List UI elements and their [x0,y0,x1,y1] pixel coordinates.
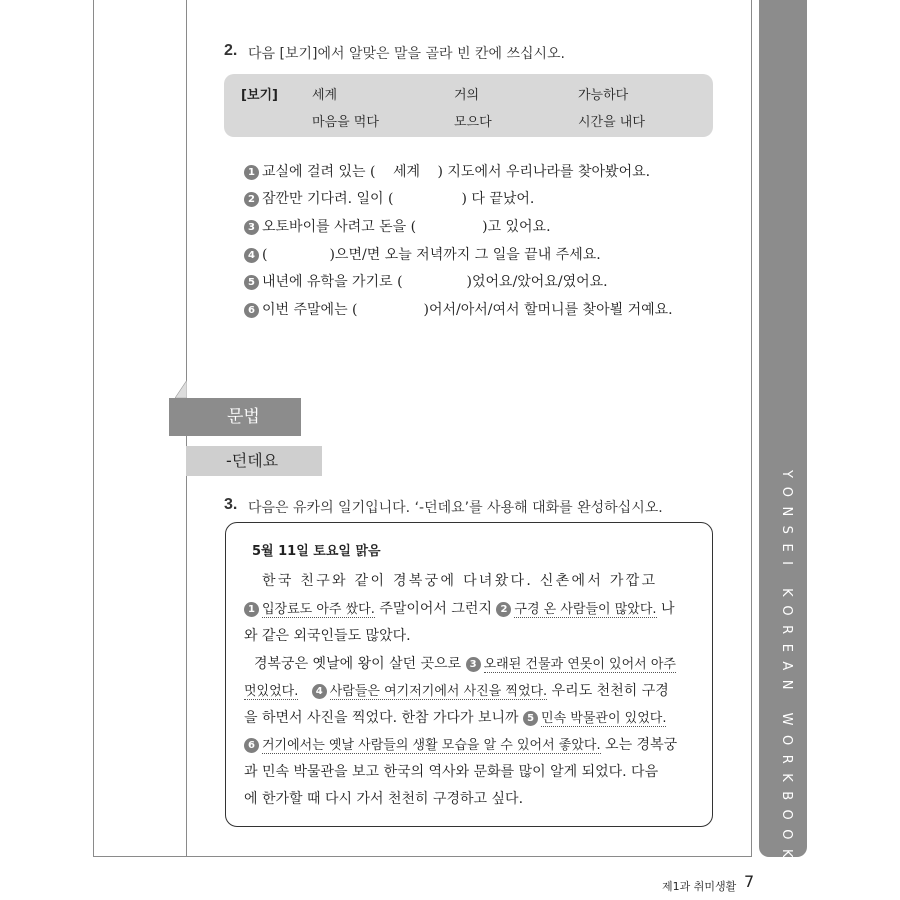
diary-marker: 5 [523,711,538,726]
bogi-word: 가능하다 [578,88,629,103]
exercise-item-6 [244,299,673,319]
item-after: )었어요/았어요/였어요. [466,274,608,290]
page-number: 7 [744,872,755,891]
item-after: )으면/면 오늘 저녁까지 그 일을 끝내 주세요. [329,247,601,263]
bogi-word: 시간을 내다 [578,115,645,130]
question-3-number: 3. [224,496,238,513]
item-number: 3 [244,220,259,235]
item-before: ( [262,247,268,263]
bogi-word: 거의 [454,88,480,103]
grammar-point-bar [186,446,322,476]
diary-box [225,522,713,827]
item-before: 내년에 유학을 가기로 ( [262,274,403,290]
question-2-number: 2. [224,42,238,59]
item-before: 교실에 걸려 있는 ( [262,164,376,180]
section-title-bar [169,398,301,436]
diary-text: 오는 경복궁 [600,737,678,753]
item-after: )어서/아서/여서 할머니를 찾아뵐 거예요. [423,302,673,318]
diary-line-9: 에 한가할 때 다시 가서 천천히 구경하고 싶다. [244,791,524,807]
underlined-phrase: 입장료도 아주 쌌다. [262,602,375,617]
diary-line-6 [244,707,666,727]
exercise-item-4 [244,244,601,264]
item-after: ) 지도에서 우리나라를 찾아봤어요. [437,164,651,180]
diary-line-8: 과 민속 박물관을 보고 한국의 역사와 문화를 많이 알게 되었다. 다음 [244,764,659,780]
underlined-phrase: 사람들은 여기저기에서 사진을 찍었다. [329,684,548,699]
underlined-phrase: 구경 온 사람들이 많았다. [514,602,657,617]
footer-chapter: 제1과 취미생활 [662,880,737,893]
bogi-label: [보기] [241,88,278,103]
diary-line-2 [244,598,675,618]
diary-line-4 [254,653,676,673]
diary-line-3: 와 같은 외국인들도 많았다. [244,628,411,644]
diary-line-5 [244,680,669,700]
diary-date: 5월 11일 토요일 맑음 [252,544,381,559]
exercise-item-3 [244,216,551,236]
underlined-phrase: 멋있었다. [244,684,299,699]
diary-text: 우리도 천천히 구경 [547,683,669,699]
question-2-instruction: 다음 [보기]에서 알맞은 말을 골라 빈 칸에 쓰십시오. [248,46,566,62]
answer-blank[interactable]: 세계 [392,164,421,180]
diary-text: 경복궁은 옛날에 왕이 살던 곳으로 [254,656,466,672]
diary-text: 을 하면서 사진을 찍었다. 한참 가다가 보니까 [244,710,524,726]
diary-line-7 [244,734,677,754]
underlined-phrase: 거기에서는 옛날 사람들의 생활 모습을 알 수 있어서 좋았다. [262,738,601,753]
item-after: )고 있어요. [482,219,551,235]
diary-line-1: 한국 친구와 같이 경복궁에 다녀왔다. 신촌에서 가깝고 [262,573,658,589]
item-before: 이번 주말에는 ( [262,302,358,318]
bogi-word: 모으다 [454,115,492,130]
underlined-phrase: 오래된 건물과 연못이 있어서 아주 [483,657,676,672]
diary-text: 주말이어서 그런지 [374,601,497,617]
diary-marker: 4 [312,684,327,699]
bogi-word: 마음을 먹다 [312,115,379,130]
grammar-point: -던데요 [226,451,279,470]
diary-marker: 6 [244,738,259,753]
fold-notch [175,380,187,398]
item-number: 6 [244,303,259,318]
section-title: 문법 [227,407,260,427]
item-before: 오토바이를 사려고 돈을 ( [262,219,417,235]
item-number: 4 [244,248,259,263]
item-number: 5 [244,275,259,290]
question-3-instruction: 다음은 유카의 일기입니다. ‘-던데요’를 사용해 대화를 완성하십시오. [248,500,663,516]
diary-text: 나 [656,601,675,617]
exercise-item-1 [244,161,650,181]
diary-marker: 3 [466,657,481,672]
item-before: 잠깐만 기다려. 일이 ( [262,191,394,207]
item-after: ) 다 끝났어. [461,191,535,207]
side-tab-text: YONSEI KOREAN WORKBOOK 3 [779,470,794,899]
bogi-word: 세계 [312,88,338,103]
diary-marker: 2 [496,602,511,617]
exercise-item-5 [244,271,608,291]
underlined-phrase: 민속 박물관이 있었다. [541,711,667,726]
item-number: 1 [244,165,259,180]
item-number: 2 [244,192,259,207]
diary-marker: 1 [244,602,259,617]
exercise-item-2 [244,188,534,208]
